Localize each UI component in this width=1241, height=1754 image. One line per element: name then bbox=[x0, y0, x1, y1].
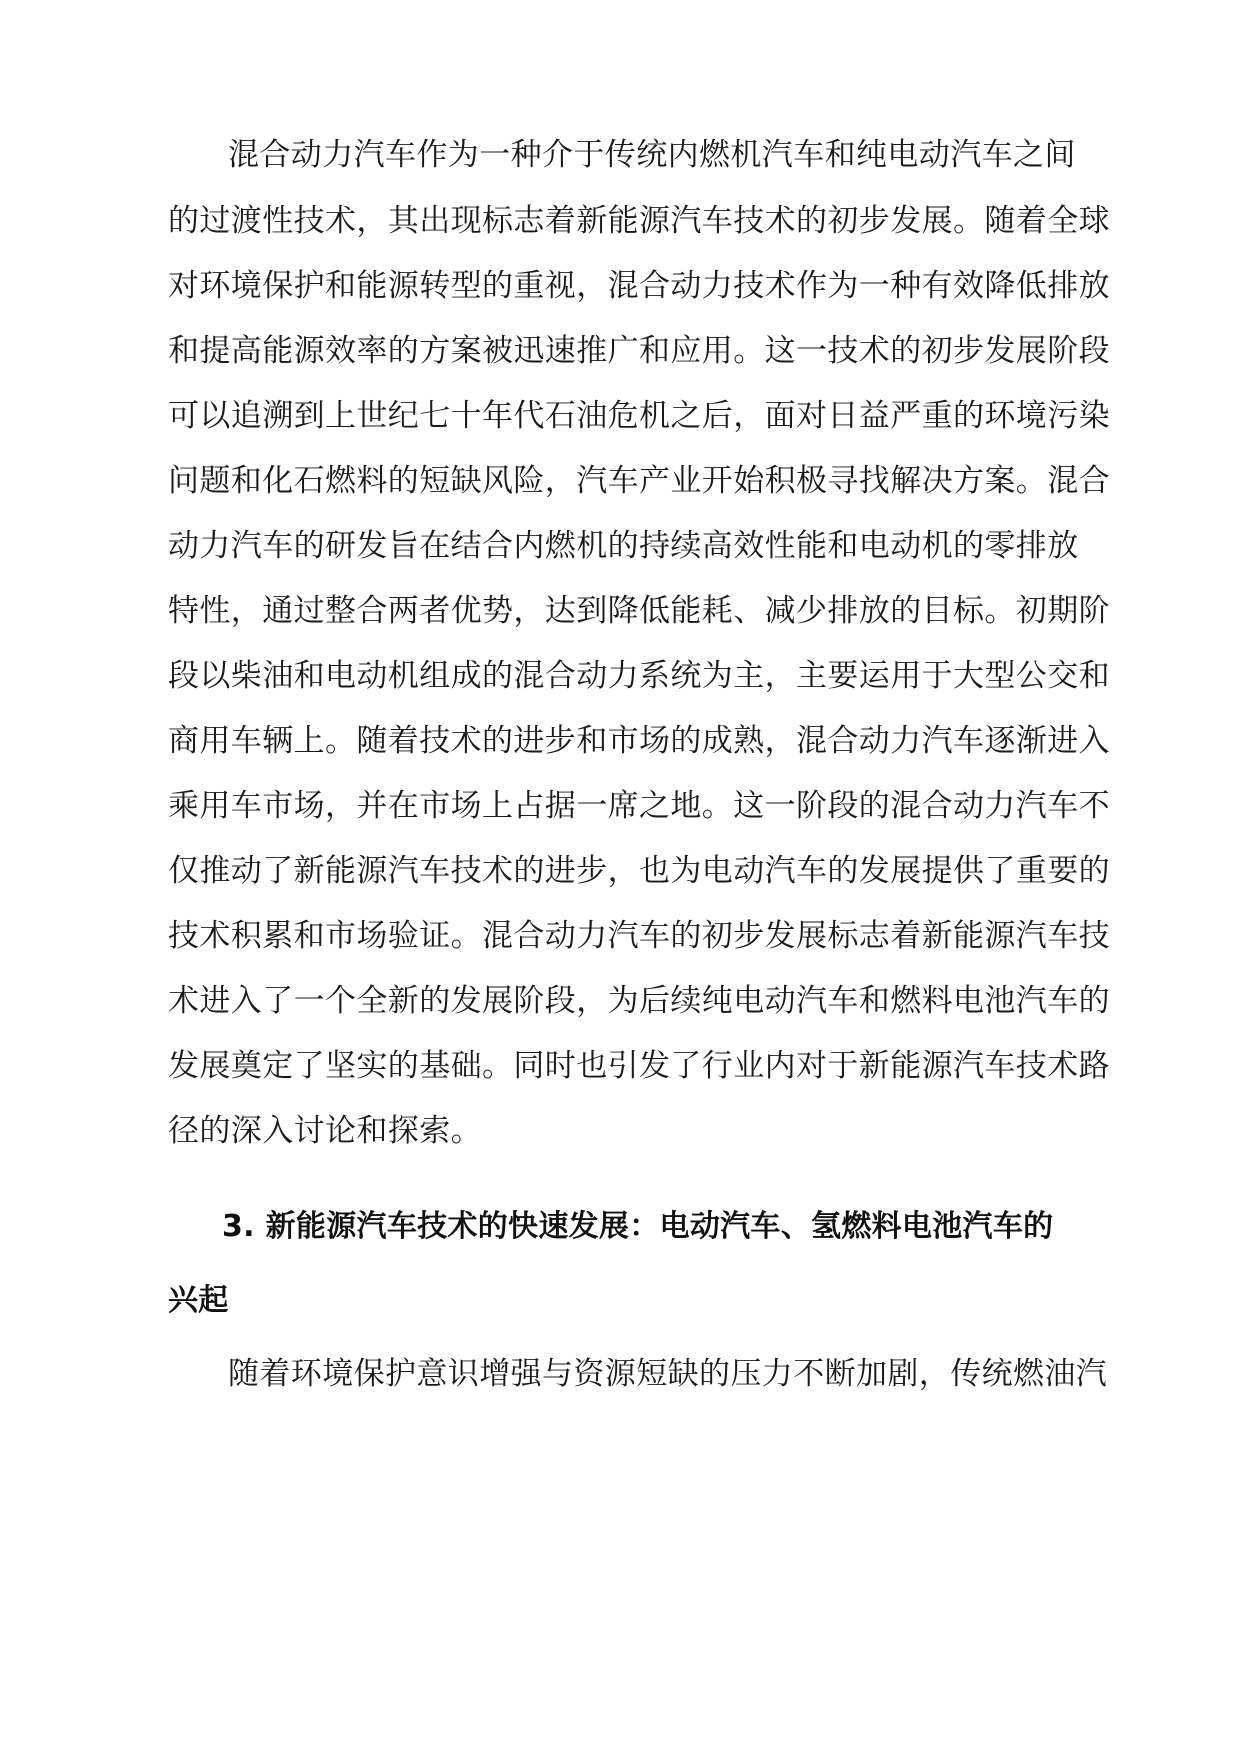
paragraph-line: 发展奠定了坚实的基础。同时也引发了行业内对于新能源汽车技术路 bbox=[168, 1048, 1110, 1084]
paragraph-line: 段以柴油和电动机组成的混合动力系统为主，主要运用于大型公交和 bbox=[168, 658, 1110, 694]
paragraph-line: 的过渡性技术，其出现标志着新能源汽车技术的初步发展。随着全球 bbox=[168, 203, 1110, 239]
paragraph-line: 问题和化石燃料的短缺风险，汽车产业开始积极寻找解决方案。混合 bbox=[168, 463, 1110, 499]
paragraph-line: 和提高能源效率的方案被迅速推广和应用。这一技术的初步发展阶段 bbox=[168, 333, 1110, 369]
paragraph-line: 特性，通过整合两者优势，达到降低能耗、减少排放的目标。初期阶 bbox=[168, 593, 1110, 629]
heading-line: 兴起 bbox=[168, 1283, 229, 1318]
paragraph-line: 术进入了一个全新的发展阶段，为后续纯电动汽车和燃料电池汽车的 bbox=[168, 983, 1110, 1019]
paragraph-line: 乘用车市场，并在市场上占据一席之地。这一阶段的混合动力汽车不 bbox=[168, 788, 1110, 824]
paragraph-line: 仅推动了新能源汽车技术的进步，也为电动汽车的发展提供了重要的 bbox=[168, 853, 1110, 889]
paragraph-line: 商用车辆上。随着技术的进步和市场的成熟，混合动力汽车逐渐进入 bbox=[168, 723, 1110, 759]
heading-line: 3. 新能源汽车技术的快速发展：电动汽车、氢燃料电池汽车的 bbox=[222, 1209, 1054, 1244]
paragraph-line: 技术积累和市场验证。混合动力汽车的初步发展标志着新能源汽车技 bbox=[168, 918, 1110, 954]
paragraph-line: 随着环境保护意识增强与资源短缺的压力不断加剧，传统燃油汽 bbox=[228, 1356, 1108, 1392]
paragraph-line: 径的深入讨论和探索。 bbox=[168, 1113, 482, 1149]
paragraph-line: 对环境保护和能源转型的重视，混合动力技术作为一种有效降低排放 bbox=[168, 268, 1110, 304]
paragraph-line: 混合动力汽车作为一种介于传统内燃机汽车和纯电动汽车之间 bbox=[228, 137, 1076, 173]
paragraph-line: 可以追溯到上世纪七十年代石油危机之后，面对日益严重的环境污染 bbox=[168, 398, 1110, 434]
paragraph-line: 动力汽车的研发旨在结合内燃机的持续高效性能和电动机的零排放 bbox=[168, 528, 1079, 564]
